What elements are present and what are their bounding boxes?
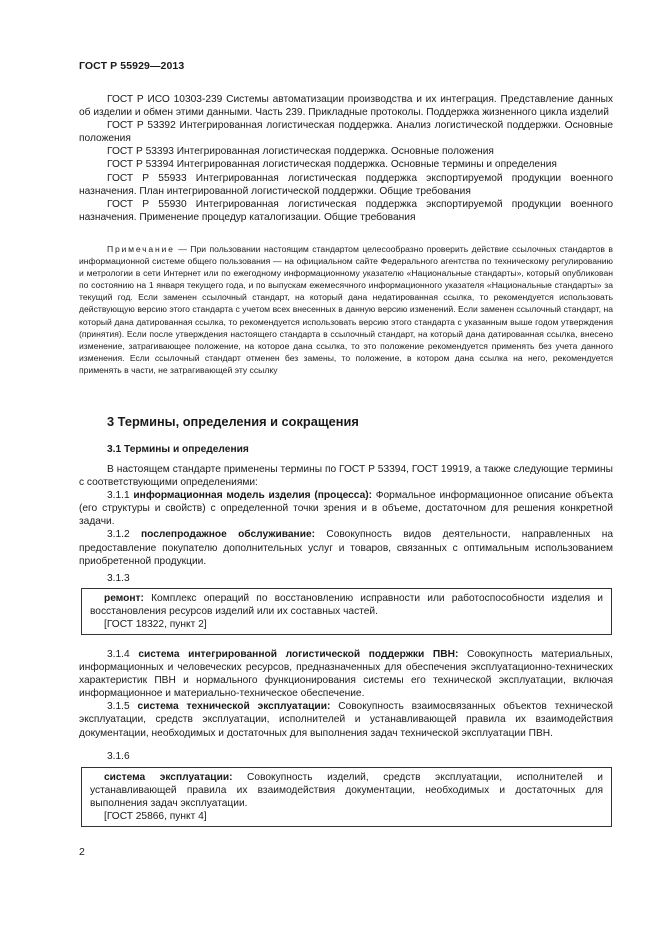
page-number: 2 xyxy=(79,846,85,858)
term-source: [ГОСТ 25866, пункт 4] xyxy=(104,811,207,823)
term-name: система интегрированной логистической поддержки ПВН: xyxy=(138,649,459,660)
term-number: 3.1.4 xyxy=(107,649,130,660)
term-definition: Формальное информационное описание объекта (его структуры и свойств) с определенной точки зрения и в объеме, достаточном для решения конкретной задачи. xyxy=(79,490,613,528)
section-title: 3 Термины, определения и сокращения xyxy=(107,414,359,429)
term-name: послепродажное обслуживание: xyxy=(141,529,316,541)
reference-item: ГОСТ Р 53393 Интегрированная логистическая поддержка. Основные положения xyxy=(107,146,494,158)
term-3-1-2 xyxy=(79,528,613,567)
subsection-title: 3.1 Термины и определения xyxy=(107,444,249,455)
term-number: 3.1.1 xyxy=(107,490,130,502)
note-text: — При пользовании настоящим стандартом целесообразно проверить действие ссылочных стандартов в информационной системе общего пользования — на официальном сайте Федерального агентства по техническому регулированию и метрологии в сети Интернет или по ежегодному информационному указателю «Национальные стандарты», который опубликован по состоянию на 1 января текущего года, и по выпускам ежемесячного информационного указателя «Национальные стандарты» за текущий год. Если заменен ссылочный стандарт, на который дана недатированная ссылка, то рекомендуется использовать действующую версию этого стандарта с учетом всех внесенных в данную версию изменений. Если заменен ссылочный стандарт, на который дана датированная ссылка, то рекомендуется использовать версию этого стандарта с указанным выше годом утверждения (принятия). Если после утверждения настоящего стандарта в ссылочный стандарт, на который дана датированная ссылка, внесено изменение, затрагивающее положение, на которое дана ссылка, то это положение рекомендуется применять без учета данного изменения. Если ссылочный стандарт отменен без замены, то положение, в котором дана ссылка на него, рекомендуется применять в части, не затрагивающей эту ссылку xyxy=(79,244,613,375)
term-number: 3.1.5 xyxy=(107,701,130,713)
term-number: 3.1.3 xyxy=(107,573,130,584)
reference-item: ГОСТ Р 55933 Интегрированная логистическая поддержка экспортируемой продукции военного назначения. План интегрированной логистической поддержки. Общие требования xyxy=(79,172,613,197)
term-box-3-1-3 xyxy=(81,588,612,635)
reference-item: ГОСТ Р 53394 Интегрированная логистическая поддержка. Основные термины и определения xyxy=(107,159,557,171)
note-paragraph xyxy=(79,243,613,376)
term-definition: Совокупность изделий, средств эксплуатации, исполнителей и устанавливающей правила их взаимодействия документации, необходимых и достаточных для выполнения задач эксплуатации. xyxy=(90,772,603,810)
term-3-1-5 xyxy=(79,700,613,739)
term-3-1-1 xyxy=(79,489,613,528)
term-source: [ГОСТ 18322, пункт 2] xyxy=(104,619,207,631)
term-definition: Совокупность материальных, информационных и человеческих ресурсов, предназначенных для обеспечения эксплуатационно-технических характеристик ПВН и нормального функционирования системы его технической эксплуатации, включая информационное и материально-техническое обеспечение. xyxy=(79,649,613,700)
term-3-1-4 xyxy=(79,648,613,700)
term-name: система эксплуатации: xyxy=(104,772,233,783)
term-definition: Совокупность взаимосвязанных объектов технической эксплуатации, средств эксплуатации, исполнителей и устанавливающей правила их взаимодействия документации, необходимых и достаточных для выполнения задач технической эксплуатации ПВН. xyxy=(79,701,613,739)
term-name: информационная модель изделия (процесса): xyxy=(133,490,373,502)
term-definition: Совокупность видов деятельности, направленных на предоставление покупателю дополнительных услуг и товаров, связанных с оптимальным использованием приобретенной продукции. xyxy=(79,529,613,567)
terms-block-2 xyxy=(79,648,613,740)
term-number: 3.1.6 xyxy=(107,751,130,762)
intro-text: В настоящем стандарте применены термины по ГОСТ Р 53394, ГОСТ 19919, а также следующие термины с соответствующими определениями: xyxy=(79,464,613,489)
normative-references xyxy=(79,93,613,224)
term-definition: Комплекс операций по восстановлению исправности или работоспособности изделия и восстановления ресурсов изделий или их составных частей. xyxy=(90,593,603,618)
note-label: Примечание xyxy=(107,244,175,254)
reference-item: ГОСТ Р 53392 Интегрированная логистическая поддержка. Анализ логистической поддержки. Основные положения xyxy=(79,120,613,145)
document-header: ГОСТ Р 55929—2013 xyxy=(79,60,185,72)
reference-item: ГОСТ Р ИСО 10303-239 Системы автоматизации производства и их интеграция. Представление данных об изделии и обмен этими данными. Часть 239. Прикладные протоколы. Поддержка жизненного цикла изделий xyxy=(79,94,613,119)
term-name: ремонт: xyxy=(104,593,144,604)
terms-intro-block xyxy=(79,463,613,568)
reference-item: ГОСТ Р 55930 Интегрированная логистическая поддержка экспортируемой продукции военного назначения. Применение процедур каталогизации. Общие требования xyxy=(79,198,613,223)
term-name: система технической эксплуатации: xyxy=(137,701,331,713)
term-number: 3.1.2 xyxy=(107,529,130,541)
term-box-3-1-6 xyxy=(81,767,612,827)
